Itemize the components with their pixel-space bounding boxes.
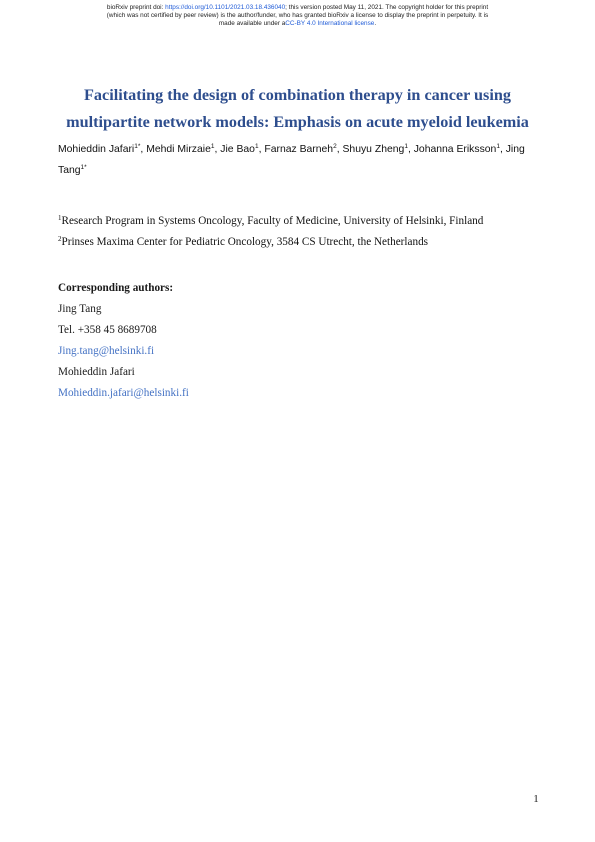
affiliation-text: Research Program in Systems Oncology, Faculty of Medicine, University of Helsinki, Finland xyxy=(61,215,484,227)
author-item xyxy=(220,144,264,155)
corresponding-authors xyxy=(58,278,458,404)
banner-doi-label: bioRxiv preprint doi: xyxy=(106,4,166,11)
page-number: 1 xyxy=(533,793,539,805)
author-name: Mohieddin Jafari xyxy=(58,144,135,155)
author-separator: , xyxy=(214,144,221,155)
author-affiliation-marker: 1* xyxy=(134,143,141,150)
author-separator: , xyxy=(407,144,414,155)
author-affiliation-marker: 1 xyxy=(210,143,215,150)
affiliation-marker: 2 xyxy=(58,235,62,243)
author-separator: , xyxy=(258,144,265,155)
title-line-1: Facilitating the design of combination therapy in cancer using xyxy=(84,86,511,104)
banner-license-suffix: . xyxy=(374,20,377,28)
author-item xyxy=(343,144,414,155)
email-link-1[interactable]: Jing.tang@helsinki.fi xyxy=(58,345,155,357)
author-item xyxy=(264,144,342,155)
license-link[interactable]: CC-BY 4.0 International license xyxy=(285,20,375,28)
author-list xyxy=(58,139,548,181)
author-affiliation-marker: 1* xyxy=(80,164,87,171)
banner-copyright-text: ; this version posted May 11, 2021. The copyright holder for this preprint xyxy=(285,4,489,11)
affiliation-text: Prinses Maxima Center for Pediatric Oncology, 3584 CS Utrecht, the Netherlands xyxy=(61,236,429,248)
affiliation-2 xyxy=(58,235,558,249)
author-separator: , xyxy=(336,144,343,155)
author-item xyxy=(58,144,146,155)
doi-link[interactable]: https://doi.org/10.1101/2021.03.18.436040 xyxy=(165,4,286,11)
author-affiliation-marker: 1 xyxy=(254,143,259,150)
corresponding-phone: Tel. +358 45 8689708 xyxy=(58,324,157,336)
banner-line-2: (which was not certified by peer review) is the author/funder, who has granted bioRxiv a license to display the preprint in perpetuity. It is xyxy=(106,12,489,20)
corresponding-name-1: Jing Tang xyxy=(58,303,102,315)
author-affiliation-marker: 2 xyxy=(333,143,337,150)
corresponding-name-2: Mohieddin Jafari xyxy=(58,366,135,378)
email-link-2[interactable]: Mohieddin.jafari@helsinki.fi xyxy=(58,387,189,399)
author-separator: , xyxy=(499,144,506,155)
banner-line-1 xyxy=(40,4,555,12)
corresponding-heading: Corresponding authors: xyxy=(58,282,174,294)
author-separator: , xyxy=(140,144,147,155)
title-line-2: multipartite network models: Emphasis on acute myeloid leukemia xyxy=(66,113,529,131)
author-affiliation-marker: 1 xyxy=(496,143,500,150)
author-name: Jing Tang xyxy=(58,144,525,176)
affiliation-1 xyxy=(58,214,558,228)
author-name: Farnaz Barneh xyxy=(264,144,334,155)
author-item xyxy=(146,144,220,155)
author-name: Johanna Eriksson xyxy=(413,144,497,155)
author-item xyxy=(414,144,506,155)
author-name: Shuyu Zheng xyxy=(342,144,405,155)
author-affiliation-marker: 1 xyxy=(404,143,408,150)
banner-line-3 xyxy=(40,20,555,28)
affiliation-marker: 1 xyxy=(58,214,62,222)
author-name: Mehdi Mirzaie xyxy=(146,144,211,155)
preprint-banner xyxy=(40,4,555,29)
banner-license-prefix: made available under a xyxy=(218,20,286,28)
author-name: Jie Bao xyxy=(220,144,255,155)
paper-title xyxy=(40,82,555,136)
